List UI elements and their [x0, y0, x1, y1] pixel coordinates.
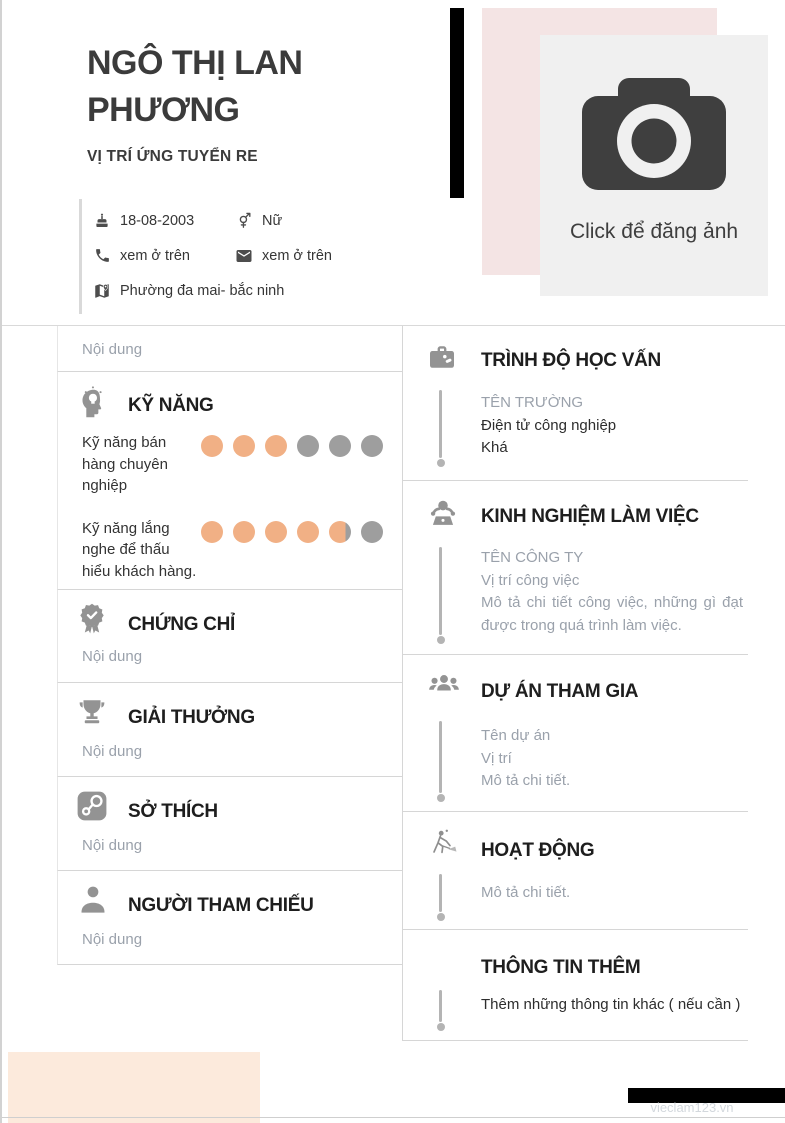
accent-black-bar: [450, 8, 464, 198]
rating-dot[interactable]: [233, 521, 255, 543]
skill-list: [82, 432, 383, 603]
activities-section: [402, 812, 748, 930]
peach-decor-block: [8, 1052, 260, 1123]
worker-icon: [425, 497, 461, 538]
gender-value[interactable]: Nữ: [262, 212, 283, 229]
certificates-section: [57, 590, 402, 683]
references-title: NGƯỜI THAM CHIẾU: [128, 895, 314, 916]
additional-info-note[interactable]: Thêm những thông tin khác ( nếu cần ): [481, 996, 741, 1013]
game-icon: [74, 788, 110, 829]
person-icon: [76, 883, 110, 922]
education-major[interactable]: Điện tử công nghiệp: [481, 416, 617, 434]
team-icon: [426, 670, 462, 711]
phone-value[interactable]: xem ở trên: [120, 247, 190, 264]
hobbies-title: SỞ THÍCH: [128, 801, 218, 822]
activities-description-placeholder[interactable]: Mô tả chi tiết.: [481, 884, 571, 901]
map-pin-icon: [93, 282, 111, 300]
awards-placeholder[interactable]: Nội dung: [82, 743, 143, 760]
skill-name[interactable]: Kỹ năng bán hàng chuyên nghiệp: [82, 434, 168, 494]
experience-section: [402, 481, 748, 655]
experience-company-placeholder[interactable]: TÊN CÔNG TY: [481, 549, 584, 566]
hiker-icon: [428, 828, 460, 865]
experience-description-placeholder[interactable]: Mô tả chi tiết công việc, những gì đạt được trong quá trình làm việc.: [481, 594, 743, 634]
certificates-title: CHỨNG CHỈ: [128, 614, 236, 635]
additional-info-section: [402, 930, 748, 1041]
rating-dot[interactable]: [201, 435, 223, 457]
hobbies-section: [57, 777, 402, 871]
address-value[interactable]: Phường đa mai- bắc ninh: [120, 282, 285, 299]
skill-name[interactable]: Kỹ năng lắng nghe để thấu hiểu khách hàng.: [82, 519, 197, 580]
info-row-1: [82, 203, 418, 238]
personal-info-block: [79, 199, 418, 314]
education-timeline: [439, 390, 442, 458]
gender-icon: [235, 212, 253, 230]
info-row-3: [82, 273, 418, 308]
projects-section: [402, 655, 748, 812]
project-position-placeholder[interactable]: Vị trí: [481, 749, 512, 767]
rating-dot[interactable]: [361, 435, 383, 457]
education-grade[interactable]: Khá: [481, 439, 508, 456]
skill-item: [82, 518, 383, 583]
page-bottom-edge: [2, 1117, 785, 1118]
rating-dot[interactable]: [233, 435, 255, 457]
rating-dot[interactable]: [361, 521, 383, 543]
rating-dot[interactable]: [265, 521, 287, 543]
education-section: [402, 326, 748, 481]
skills-section: [57, 372, 402, 590]
awards-title: GIẢI THƯỞNG: [128, 707, 255, 728]
rating-dot[interactable]: [297, 521, 319, 543]
activities-title: HOẠT ĐỘNG: [481, 840, 595, 861]
dob-value[interactable]: 18-08-2003: [120, 212, 195, 229]
birthday-cake-icon: [93, 212, 111, 230]
awards-section: [57, 683, 402, 777]
project-description-placeholder[interactable]: Mô tả chi tiết.: [481, 772, 571, 789]
trophy-icon: [75, 696, 109, 735]
email-icon: [235, 247, 253, 265]
experience-timeline: [439, 547, 442, 635]
projects-title: DỰ ÁN THAM GIA: [481, 681, 639, 702]
rating-dot[interactable]: [329, 521, 351, 543]
activities-timeline: [439, 874, 442, 912]
certificates-placeholder[interactable]: Nội dung: [82, 648, 143, 665]
skill-rating[interactable]: [201, 432, 383, 497]
objective-section: [57, 326, 402, 372]
skill-item: [82, 432, 383, 497]
projects-timeline: [439, 721, 442, 793]
additional-info-title: THÔNG TIN THÊM: [481, 957, 641, 978]
education-title: TRÌNH ĐỘ HỌC VẤN: [481, 350, 661, 371]
camera-icon: [575, 73, 733, 206]
additional-info-timeline: [439, 990, 442, 1022]
references-section: [57, 871, 402, 965]
skills-title: KỸ NĂNG: [128, 395, 214, 416]
rating-dot[interactable]: [201, 521, 223, 543]
skills-head-icon: [73, 385, 111, 428]
rating-dot[interactable]: [329, 435, 351, 457]
rating-dot[interactable]: [265, 435, 287, 457]
photo-upload-label: Click để đăng ảnh: [569, 220, 739, 243]
skill-rating[interactable]: [201, 518, 383, 583]
watermark: vieclam123.vn: [650, 1100, 734, 1115]
medal-icon: [74, 601, 110, 642]
rating-dot[interactable]: [297, 435, 319, 457]
position-title: VỊ TRÍ ỨNG TUYỂN RE: [87, 148, 258, 165]
references-placeholder[interactable]: Nội dung: [82, 931, 143, 948]
objective-placeholder[interactable]: Nội dung: [82, 341, 143, 358]
hobbies-placeholder[interactable]: Nội dung: [82, 837, 143, 854]
project-name-placeholder[interactable]: Tên dự án: [481, 727, 551, 744]
experience-position-placeholder[interactable]: Vị trí công việc: [481, 571, 580, 589]
experience-title: KINH NGHIỆM LÀM VIỆC: [481, 506, 699, 527]
candidate-name: NGÔ THỊ LAN PHƯƠNG: [87, 44, 303, 129]
info-row-2: [82, 238, 418, 273]
briefcase-icon: [426, 343, 458, 380]
email-value[interactable]: xem ở trên: [262, 247, 332, 264]
phone-icon: [93, 247, 111, 265]
photo-upload-button[interactable]: [540, 35, 768, 296]
education-school-placeholder[interactable]: TÊN TRƯỜNG: [481, 394, 584, 411]
